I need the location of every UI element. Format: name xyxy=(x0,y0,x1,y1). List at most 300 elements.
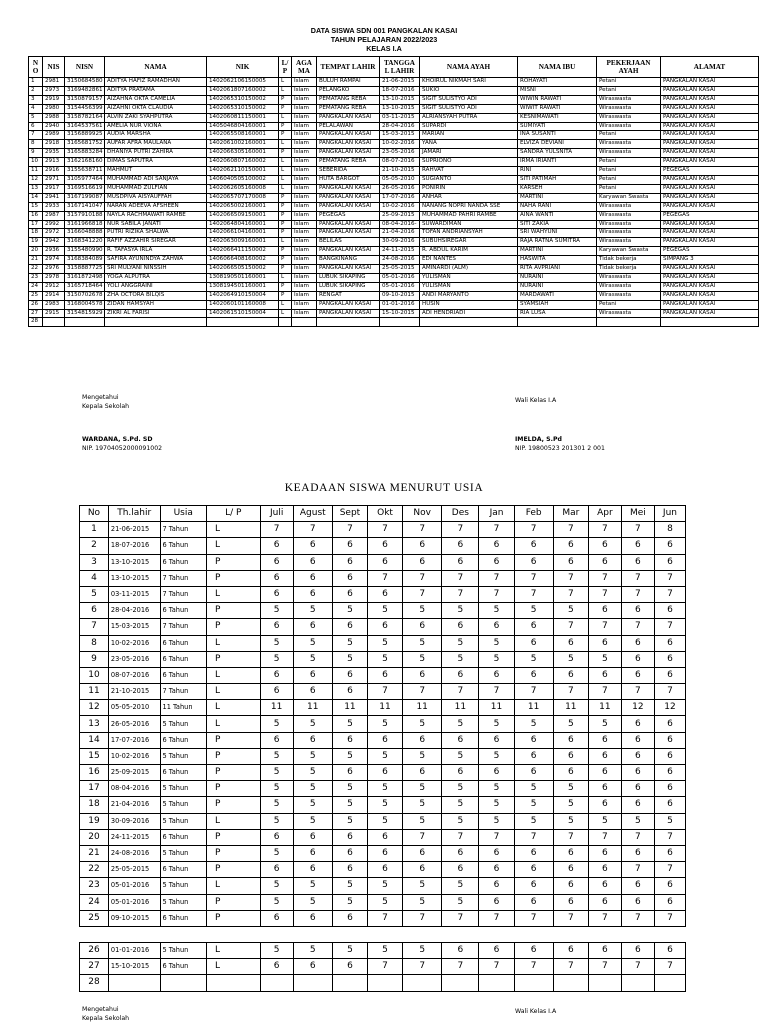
table-cell: 3168004578 xyxy=(65,300,105,309)
table-cell: P xyxy=(279,193,292,202)
table-cell: PANGKALAN KASAI xyxy=(317,202,380,211)
table-cell: 6 xyxy=(621,603,654,619)
table-cell: 7 xyxy=(442,522,479,538)
table-cell: 21-04-2016 xyxy=(108,797,160,813)
table-cell: 7 xyxy=(553,684,588,700)
table-cell: Wiraswasta xyxy=(597,291,661,300)
table-cell: 5 xyxy=(293,765,332,781)
age-row xyxy=(80,748,686,764)
table-cell: 6 xyxy=(332,959,367,975)
table-cell: 2987 xyxy=(43,211,65,220)
table-cell: PEGEGAS xyxy=(661,211,759,220)
table-cell: SIGIT SULISTYO ADI xyxy=(420,104,518,113)
table-cell: P xyxy=(206,603,260,619)
table-cell: 13-10-2015 xyxy=(108,554,160,570)
table-cell: 6 xyxy=(332,732,367,748)
table-cell: 6 xyxy=(514,943,553,959)
table-cell: SUPARDI xyxy=(420,122,518,131)
table-cell xyxy=(479,975,514,991)
table-cell: Wiraswasta xyxy=(597,211,661,220)
table-cell: 5 xyxy=(29,113,43,122)
table-cell: L xyxy=(206,667,260,683)
table-cell: P xyxy=(206,748,260,764)
table-cell: MUHAMMAD ZULFIAN xyxy=(105,184,207,193)
table-cell: PANGKALAN KASAI xyxy=(661,149,759,158)
table-cell: 5 xyxy=(553,603,588,619)
table-cell: 6 Tahun xyxy=(160,635,206,651)
column-header: Sept xyxy=(332,506,367,522)
table-cell: MARTINI xyxy=(518,247,597,256)
student-row xyxy=(29,282,759,291)
table-cell: 24-11-2015 xyxy=(108,829,160,845)
table-cell: P xyxy=(279,282,292,291)
table-cell: 6 xyxy=(654,765,685,781)
student-row xyxy=(29,309,759,318)
class-name: KELAS I.A xyxy=(366,44,402,53)
table-cell: 6 xyxy=(260,862,293,878)
table-cell: 7 xyxy=(621,522,654,538)
column-header: N O xyxy=(29,57,43,78)
table-cell: Wiraswasta xyxy=(597,282,661,291)
table-cell: 5 xyxy=(332,943,367,959)
table-cell: 25-05-2015 xyxy=(380,265,420,274)
table-cell: 6 Tahun xyxy=(160,651,206,667)
table-cell: 1402066305160001 xyxy=(207,149,279,158)
table-cell: 05-05-2010 xyxy=(380,175,420,184)
table-cell: 6 xyxy=(553,554,588,570)
table-cell: 5 Tahun xyxy=(160,781,206,797)
table-cell: 24 xyxy=(29,282,43,291)
table-cell: SANDRA YULSNITA xyxy=(518,149,597,158)
table-cell: 14 xyxy=(80,732,109,748)
table-cell: 3150684580 xyxy=(65,78,105,87)
age-row xyxy=(80,878,686,894)
table-cell: 5 xyxy=(442,651,479,667)
table-cell: 6 xyxy=(654,716,685,732)
table-cell: 6 xyxy=(621,781,654,797)
table-cell: 5 xyxy=(553,797,588,813)
column-header: Jan xyxy=(479,506,514,522)
table-cell: 6 xyxy=(553,894,588,910)
table-cell: 6 xyxy=(479,667,514,683)
table-cell: 6 xyxy=(588,781,621,797)
table-cell: Islam xyxy=(292,113,317,122)
table-cell: L xyxy=(279,238,292,247)
table-cell: 5 xyxy=(367,943,402,959)
table-cell xyxy=(108,975,160,991)
table-cell: 3161966818 xyxy=(65,220,105,229)
age-row xyxy=(80,716,686,732)
table-cell: PEGEGAS xyxy=(317,211,380,220)
table-cell: SIGIT SULISTYO ADI xyxy=(420,95,518,104)
table-cell: 2940 xyxy=(43,122,65,131)
table-cell: 2 xyxy=(80,538,109,554)
table-cell: PANGKALAN KASAI xyxy=(317,229,380,238)
table-cell: 3150702678 xyxy=(65,291,105,300)
table-cell: 25-05-2015 xyxy=(108,862,160,878)
table-cell: 7 xyxy=(367,910,402,926)
table-cell: P xyxy=(279,149,292,158)
table-cell: Wiraswasta xyxy=(597,149,661,158)
table-cell: 26 xyxy=(80,943,109,959)
table-cell: 5 xyxy=(479,748,514,764)
table-cell: L xyxy=(206,959,260,975)
table-cell xyxy=(514,975,553,991)
table-cell: NURAINI xyxy=(518,282,597,291)
table-cell: 7 xyxy=(479,586,514,602)
table-cell: 6 xyxy=(621,845,654,861)
table-cell: 15-10-2015 xyxy=(108,959,160,975)
table-cell: 1402061002160001 xyxy=(207,140,279,149)
table-cell: KESNIMAWATI xyxy=(518,113,597,122)
table-cell: ELVIZA DEVIANI xyxy=(518,140,597,149)
table-cell: 7 xyxy=(588,522,621,538)
table-cell: 5 xyxy=(367,797,402,813)
table-cell: P xyxy=(206,619,260,635)
table-cell: 22 xyxy=(29,265,43,274)
table-cell: 11 xyxy=(553,700,588,716)
table-cell: 6 xyxy=(260,554,293,570)
table-cell: P xyxy=(206,765,260,781)
table-cell: 12 xyxy=(654,700,685,716)
table-cell: LUBUK SIKAPING xyxy=(317,273,380,282)
student-row xyxy=(29,158,759,167)
table-cell: Petani xyxy=(597,184,661,193)
table-cell: 5 xyxy=(403,813,442,829)
table-cell: 5 xyxy=(367,781,402,797)
bottom-homeroom-label: Wali Kelas I.A xyxy=(515,1008,557,1015)
table-cell: P xyxy=(206,894,260,910)
table-cell: L xyxy=(279,309,292,318)
table-cell: Islam xyxy=(292,158,317,167)
table-cell: 1308194501160001 xyxy=(207,282,279,291)
table-cell: 3105977464 xyxy=(65,175,105,184)
table-cell: 2988 xyxy=(43,113,65,122)
table-cell: 6 Tahun xyxy=(160,732,206,748)
table-cell: NURAINI xyxy=(518,273,597,282)
table-cell: 24-11-2015 xyxy=(380,247,420,256)
table-cell: 7 xyxy=(514,684,553,700)
table-cell: 7 Tahun xyxy=(160,619,206,635)
table-cell: 5 xyxy=(588,813,621,829)
table-cell: 3164537561 xyxy=(65,122,105,131)
table-cell: P xyxy=(279,202,292,211)
table-cell: 11 Tahun xyxy=(160,700,206,716)
table-cell: 7 xyxy=(80,619,109,635)
table-cell: 1 xyxy=(29,78,43,87)
table-cell: 6 xyxy=(367,732,402,748)
table-cell: 24-08-2016 xyxy=(108,845,160,861)
table-cell: 13 xyxy=(29,184,43,193)
table-cell: 7 xyxy=(403,586,442,602)
table-cell xyxy=(317,318,380,327)
table-cell: AIZAHNI OKTA CLAUDIA xyxy=(105,104,207,113)
table-cell xyxy=(293,975,332,991)
table-cell: 2981 xyxy=(43,78,65,87)
table-cell: 1402063009160001 xyxy=(207,238,279,247)
table-cell: LUBUK SIKAPING xyxy=(317,282,380,291)
table-cell: 24-08-2016 xyxy=(380,256,420,265)
table-cell: 7 xyxy=(553,522,588,538)
table-cell: 2919 xyxy=(43,95,65,104)
table-cell: 6 xyxy=(654,732,685,748)
table-cell: L xyxy=(206,878,260,894)
table-cell: 5 xyxy=(260,603,293,619)
table-cell: P xyxy=(279,122,292,131)
table-cell: MUHAMMAD PAHRI RAMBE xyxy=(420,211,518,220)
table-cell: Islam xyxy=(292,309,317,318)
table-cell: 6 xyxy=(293,538,332,554)
principal-label: Kepala Sekolah xyxy=(82,403,130,410)
student-row xyxy=(29,113,759,122)
table-cell: 11 xyxy=(588,700,621,716)
table-cell xyxy=(588,975,621,991)
table-cell: DIMAS SAPUTRA xyxy=(105,158,207,167)
table-cell: 5 xyxy=(553,651,588,667)
table-cell: 5 xyxy=(403,635,442,651)
table-cell: IRMA IRIANTI xyxy=(518,158,597,167)
table-cell: 7 xyxy=(403,829,442,845)
table-cell: PELALAWAN xyxy=(317,122,380,131)
table-cell: L xyxy=(279,273,292,282)
table-cell: 05-01-2016 xyxy=(108,894,160,910)
table-cell: 8 xyxy=(654,522,685,538)
table-cell: 18-07-2016 xyxy=(380,86,420,95)
table-cell: PANGKALAN KASAI xyxy=(661,238,759,247)
age-row xyxy=(80,894,686,910)
table-cell: 6 xyxy=(553,765,588,781)
column-header: ALAMAT xyxy=(661,57,759,78)
table-cell: WIWIT RAWATI xyxy=(518,104,597,113)
table-cell: 5 xyxy=(293,813,332,829)
column-header: No xyxy=(80,506,109,522)
table-cell: 6 xyxy=(479,538,514,554)
table-cell: SAFIRA AYUNINDYA ZAHWA xyxy=(105,256,207,265)
table-cell: 7 xyxy=(479,684,514,700)
table-cell: 7 xyxy=(479,959,514,975)
table-cell: 6 xyxy=(367,667,402,683)
table-cell: Islam xyxy=(292,175,317,184)
table-cell: 5 xyxy=(442,603,479,619)
table-cell: 3167141047 xyxy=(65,202,105,211)
table-cell: 2974 xyxy=(43,256,65,265)
student-row xyxy=(29,265,759,274)
table-cell: KHOIRUL NIKMAH SARI xyxy=(420,78,518,87)
table-cell: 2973 xyxy=(43,86,65,95)
table-cell: 2942 xyxy=(43,238,65,247)
table-cell: 6 xyxy=(332,570,367,586)
table-cell: Petani xyxy=(597,167,661,176)
table-cell: 5 xyxy=(442,635,479,651)
table-cell: L xyxy=(279,158,292,167)
table-cell: JAMARI xyxy=(420,149,518,158)
table-cell: SUMIYATI xyxy=(518,122,597,131)
table-cell: L xyxy=(206,700,260,716)
table-cell: 5 Tahun xyxy=(160,845,206,861)
table-cell: PANGKALAN KASAI xyxy=(661,86,759,95)
table-cell: YANA xyxy=(420,140,518,149)
student-row xyxy=(29,167,759,176)
column-header: PEKERJAAN AYAH xyxy=(597,57,661,78)
table-cell: 03-11-2015 xyxy=(108,586,160,602)
student-row xyxy=(29,202,759,211)
table-cell: 5 Tahun xyxy=(160,813,206,829)
table-cell: 7 xyxy=(588,829,621,845)
table-cell: RAHVAT xyxy=(420,167,518,176)
table-cell: 6 xyxy=(654,651,685,667)
table-cell: INA SUSANTI xyxy=(518,131,597,140)
table-cell: 24 xyxy=(80,894,109,910)
table-cell: 6 xyxy=(654,943,685,959)
age-table-header xyxy=(80,506,686,522)
table-cell: 20 xyxy=(80,829,109,845)
table-cell: ADI HENDRIADI xyxy=(420,309,518,318)
students-table-header xyxy=(29,57,759,78)
age-row xyxy=(80,862,686,878)
table-cell: 3165681752 xyxy=(65,140,105,149)
table-cell: P xyxy=(279,131,292,140)
table-cell: 7 xyxy=(588,619,621,635)
table-cell: 7 xyxy=(514,910,553,926)
age-row xyxy=(80,829,686,845)
table-cell: Islam xyxy=(292,256,317,265)
table-cell: 2915 xyxy=(43,309,65,318)
table-cell: ADITYA PRATAMA xyxy=(105,86,207,95)
table-cell: 2913 xyxy=(43,158,65,167)
table-cell: Petani xyxy=(597,158,661,167)
table-cell: 6 xyxy=(332,619,367,635)
table-cell: PANGKALAN KASAI xyxy=(317,247,380,256)
table-cell: 5 xyxy=(553,781,588,797)
column-header: L/ P xyxy=(279,57,292,78)
table-cell xyxy=(518,318,597,327)
table-cell: 5 xyxy=(514,797,553,813)
table-cell: 6 xyxy=(293,586,332,602)
table-cell: 5 xyxy=(553,813,588,829)
homeroom-label: Wali Kelas I.A xyxy=(515,397,557,404)
principal-nip: NIP. 19704052000091002 xyxy=(82,445,163,452)
table-cell: 9 xyxy=(29,149,43,158)
table-cell: 5 xyxy=(260,845,293,861)
table-cell: 23-05-2016 xyxy=(108,651,160,667)
table-cell: 6 xyxy=(553,943,588,959)
table-cell: AMELIA NUR VIONA xyxy=(105,122,207,131)
table-cell: 6 xyxy=(654,845,685,861)
table-cell: 08-04-2016 xyxy=(108,781,160,797)
table-cell: 6 Tahun xyxy=(160,862,206,878)
student-row xyxy=(29,238,759,247)
table-cell: 6 xyxy=(514,619,553,635)
table-cell: 6 xyxy=(332,765,367,781)
age-row xyxy=(80,943,686,959)
table-cell: P xyxy=(279,291,292,300)
table-cell: 6 xyxy=(621,554,654,570)
table-cell: 5 xyxy=(403,716,442,732)
table-cell: 5 xyxy=(332,878,367,894)
table-cell: 5 xyxy=(588,716,621,732)
table-cell: 14 xyxy=(29,193,43,202)
table-cell: 7 Tahun xyxy=(160,570,206,586)
table-cell: 7 xyxy=(403,522,442,538)
table-cell: 7 xyxy=(514,522,553,538)
table-cell: L xyxy=(279,113,292,122)
table-cell: 5 xyxy=(260,878,293,894)
table-cell: 6 xyxy=(332,667,367,683)
table-cell: 7 xyxy=(403,684,442,700)
table-cell xyxy=(403,975,442,991)
table-cell: 6 xyxy=(654,667,685,683)
table-cell: 05-01-2016 xyxy=(380,282,420,291)
age-row xyxy=(80,959,686,975)
table-cell: 6 xyxy=(403,765,442,781)
table-cell: 1402062106150005 xyxy=(207,78,279,87)
table-cell: 1402066411150002 xyxy=(207,247,279,256)
table-cell: P xyxy=(206,781,260,797)
table-cell: 17 xyxy=(80,781,109,797)
table-cell: 19 xyxy=(80,813,109,829)
table-cell: PANGKALAN KASAI xyxy=(661,131,759,140)
table-cell: Karyawan Swasta xyxy=(597,193,661,202)
table-cell: ANHAR xyxy=(420,193,518,202)
table-cell: 6 xyxy=(514,862,553,878)
age-row xyxy=(80,797,686,813)
table-cell: L xyxy=(206,813,260,829)
table-cell: 6 xyxy=(293,845,332,861)
table-cell: 6 xyxy=(293,684,332,700)
table-cell: NAHA RANI xyxy=(518,202,597,211)
table-cell: 5 xyxy=(260,943,293,959)
table-cell: 6 xyxy=(442,845,479,861)
table-cell: RAJA RATNA SUMITRA xyxy=(518,238,597,247)
table-cell: 13 xyxy=(80,716,109,732)
table-cell: 6 xyxy=(588,845,621,861)
table-cell: L xyxy=(206,684,260,700)
table-cell: 6 xyxy=(260,619,293,635)
student-row xyxy=(29,247,759,256)
table-cell: 6 xyxy=(403,554,442,570)
table-cell: 6 xyxy=(588,554,621,570)
table-cell: 7 xyxy=(29,131,43,140)
table-cell: Islam xyxy=(292,265,317,274)
table-cell: 6 xyxy=(514,554,553,570)
table-cell: P xyxy=(279,256,292,265)
table-cell: 5 xyxy=(367,878,402,894)
table-cell: 5 xyxy=(442,797,479,813)
column-header: NIK xyxy=(207,57,279,78)
table-cell: L xyxy=(279,140,292,149)
table-cell: 7 xyxy=(367,684,402,700)
table-cell: 7 xyxy=(588,570,621,586)
table-cell: 1402066104160001 xyxy=(207,229,279,238)
table-cell: P xyxy=(279,229,292,238)
table-cell: 2983 xyxy=(43,300,65,309)
table-cell: L xyxy=(206,716,260,732)
column-header: L/ P xyxy=(206,506,260,522)
table-cell: 7 xyxy=(403,959,442,975)
table-cell: 5 Tahun xyxy=(160,797,206,813)
table-cell: 6 xyxy=(621,943,654,959)
table-cell: 6 xyxy=(553,732,588,748)
table-cell: MARIAN xyxy=(420,131,518,140)
table-cell: 5 xyxy=(479,813,514,829)
age-row xyxy=(80,910,686,926)
table-cell: 6 xyxy=(654,635,685,651)
student-row xyxy=(29,318,759,327)
age-table xyxy=(79,505,686,927)
table-cell: 21 xyxy=(80,845,109,861)
table-cell: 2918 xyxy=(43,140,65,149)
table-cell: 2912 xyxy=(43,282,65,291)
